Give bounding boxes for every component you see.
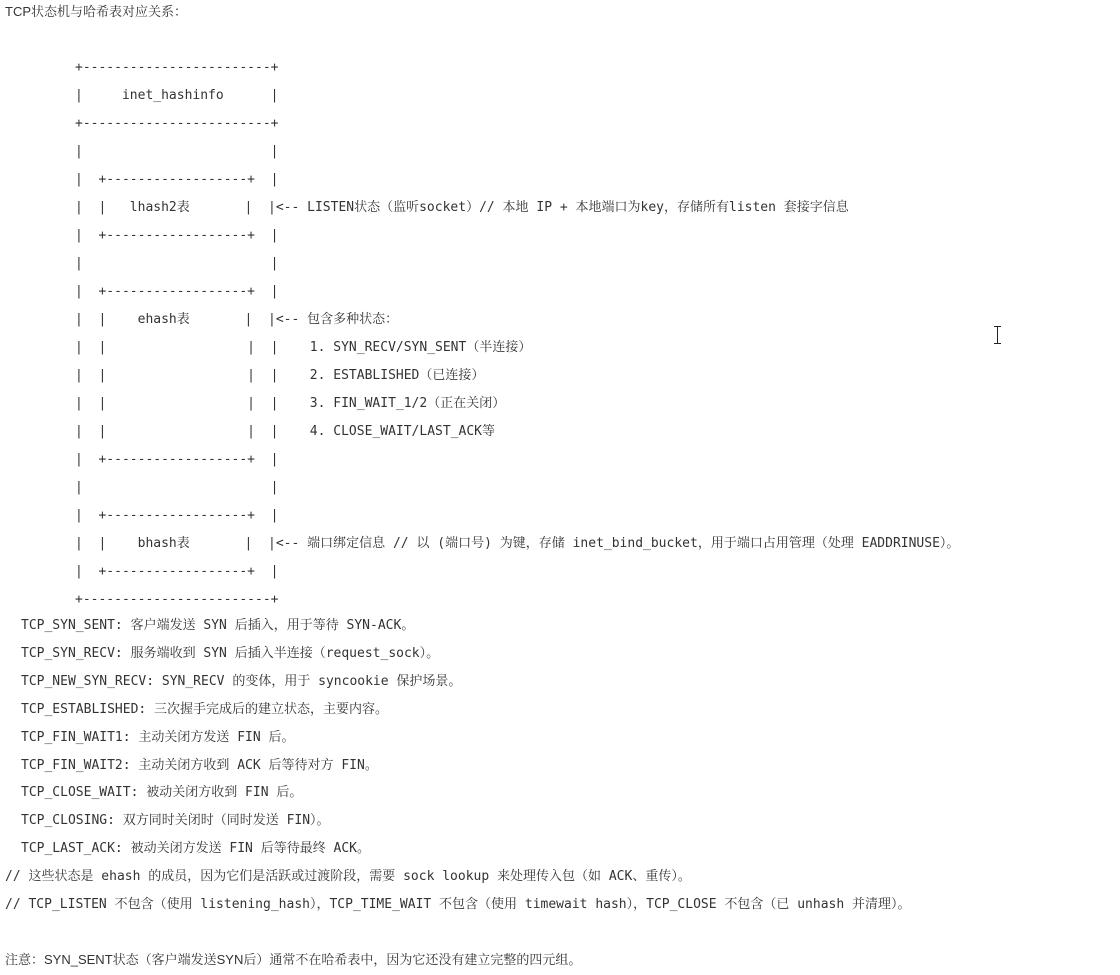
state-item: TCP_FIN_WAIT1: 主动关闭方发送 FIN 后。	[21, 730, 295, 745]
state-item: TCP_LAST_ACK: 被动关闭方发送 FIN 后等待最终 ACK。	[21, 841, 371, 856]
diagram-line: | +------------------+ |	[75, 508, 279, 523]
diagram-line: +------------------------+	[75, 592, 279, 607]
diagram-line: | | | | 2. ESTABLISHED（已连接）	[75, 368, 485, 383]
diagram-line: | +------------------+ |	[75, 564, 279, 579]
code-comment: // TCP_LISTEN 不包含（使用 listening_hash），TCP_TIME_WAIT 不包含（使用 timewait hash），TCP_CLOSE 不包含（已 unhash 并清理）。	[5, 897, 911, 912]
diagram-line: | +------------------+ |	[75, 172, 279, 187]
diagram-line: | | | | 4. CLOSE_WAIT/LAST_ACK等	[75, 424, 495, 439]
diagram-line: | |	[75, 480, 279, 495]
diagram-line: +------------------------+	[75, 60, 279, 75]
diagram-line-ehash: | | ehash表 | |<-- 包含多种状态：	[75, 312, 399, 327]
state-item: TCP_CLOSE_WAIT: 被动关闭方收到 FIN 后。	[21, 785, 303, 800]
code-comment: // 这些状态是 ehash 的成员，因为它们是活跃或过渡阶段，需要 sock lookup 来处理传入包（如 ACK、重传）。	[5, 869, 691, 884]
state-item: TCP_SYN_SENT: 客户端发送 SYN 后插入，用于等待 SYN-ACK。	[21, 618, 415, 633]
diagram-line: | | | | 3. FIN_WAIT_1/2（正在关闭）	[75, 396, 506, 411]
diagram-line-lhash2: | | lhash2表 | |<-- LISTEN状态（监听socket）// 本地 IP + 本地端口为key，存储所有listen 套接字信息	[75, 200, 849, 215]
diagram-line: | inet_hashinfo |	[75, 88, 279, 103]
note-text: 注意：SYN_SENT状态（客户端发送SYN后）通常不在哈希表中，因为它还没有建立完整的四元组。	[5, 952, 582, 967]
diagram-line: | +------------------+ |	[75, 452, 279, 467]
document-title: TCP状态机与哈希表对应关系：	[5, 4, 188, 19]
diagram-line: | +------------------+ |	[75, 228, 279, 243]
diagram-line: | | | | 1. SYN_RECV/SYN_SENT（半连接）	[75, 340, 532, 355]
state-item: TCP_CLOSING: 双方同时关闭时（同时发送 FIN）。	[21, 813, 330, 828]
state-item: TCP_SYN_RECV: 服务端收到 SYN 后插入半连接（request_sock）。	[21, 646, 440, 661]
state-item: TCP_ESTABLISHED: 三次握手完成后的建立状态，主要内容。	[21, 702, 389, 717]
text-cursor-icon	[993, 326, 1003, 344]
state-item: TCP_NEW_SYN_RECV: SYN_RECV 的变体，用于 syncookie 保护场景。	[21, 674, 462, 689]
diagram-line-bhash: | | bhash表 | |<-- 端口绑定信息 // 以 (端口号) 为键，存储 inet_bind_bucket，用于端口占用管理（处理 EADDRINUSE）。	[75, 536, 960, 551]
diagram-line: +------------------------+	[75, 116, 279, 131]
diagram-line: | |	[75, 144, 279, 159]
diagram-line: | +------------------+ |	[75, 284, 279, 299]
diagram-line: | |	[75, 256, 279, 271]
state-item: TCP_FIN_WAIT2: 主动关闭方收到 ACK 后等待对方 FIN。	[21, 758, 378, 773]
